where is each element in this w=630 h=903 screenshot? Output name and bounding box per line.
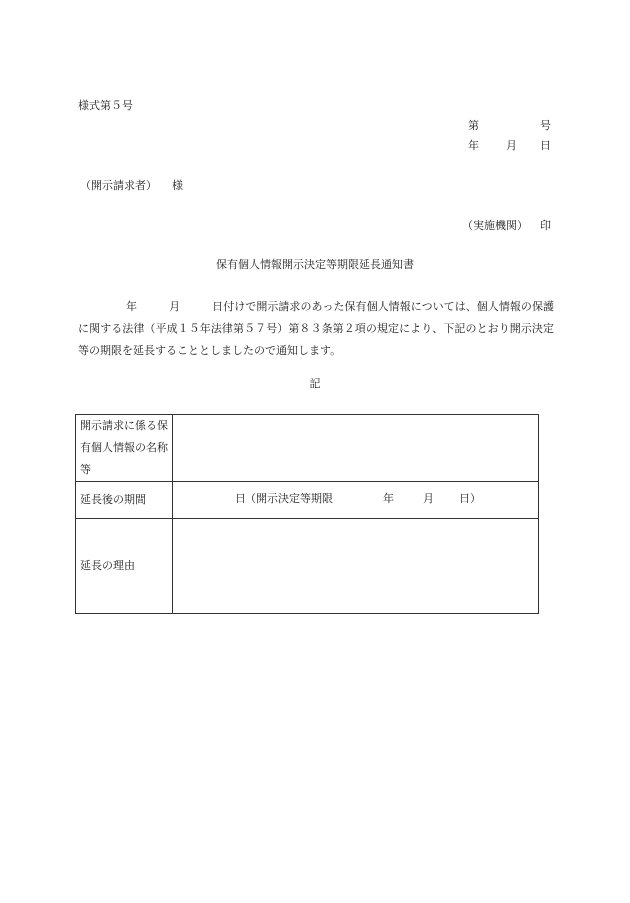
extended-period-value — [173, 482, 539, 519]
issue-date-day: 日 — [540, 139, 551, 152]
reference-number-prefix: 第 — [468, 119, 479, 132]
body-paragraph — [78, 296, 554, 362]
issue-date-month: 月 — [506, 139, 517, 152]
period-year: 年 — [383, 492, 394, 505]
body-year: 年 — [126, 300, 138, 313]
body-month: 月 — [169, 300, 181, 313]
info-name-label: 開示請求に係る保有個人情報の名称等 — [76, 415, 173, 482]
ki-heading: 記 — [309, 377, 321, 390]
extension-reason-label: 延長の理由 — [76, 519, 173, 614]
addressee-honorific: 様 — [172, 179, 183, 192]
period-month: 月 — [423, 492, 434, 505]
document-title: 保有個人情報開示決定等期限延長通知書 — [216, 258, 414, 271]
table-row — [76, 519, 539, 614]
period-day: 日 — [235, 492, 246, 505]
reference-number-suffix: 号 — [540, 119, 551, 132]
addressee-label: （開示請求者） — [80, 179, 157, 192]
extension-reason-value — [173, 519, 539, 614]
extended-period-label: 延長後の期間 — [76, 482, 173, 519]
issuer-label: （実施機関） — [462, 219, 528, 232]
issue-date-year: 年 — [468, 139, 479, 152]
issuer-seal: 印 — [540, 219, 551, 232]
period-day-close: 日） — [459, 492, 481, 505]
table-row — [76, 482, 539, 519]
info-name-value — [173, 415, 539, 482]
body-text: 日付けで開示請求のあった保有個人情報については、個人情報の保護に関する法律（平成１５年法律第５７号）第８３条第２項の規定により、下記のとおり開示決定等の期限を延長することとしましたので通知します。 — [78, 300, 555, 357]
table-row — [76, 415, 539, 482]
period-deadline-label: （開示決定等期限 — [245, 492, 333, 505]
details-table — [75, 414, 539, 614]
form-number: 様式第５号 — [78, 99, 133, 112]
